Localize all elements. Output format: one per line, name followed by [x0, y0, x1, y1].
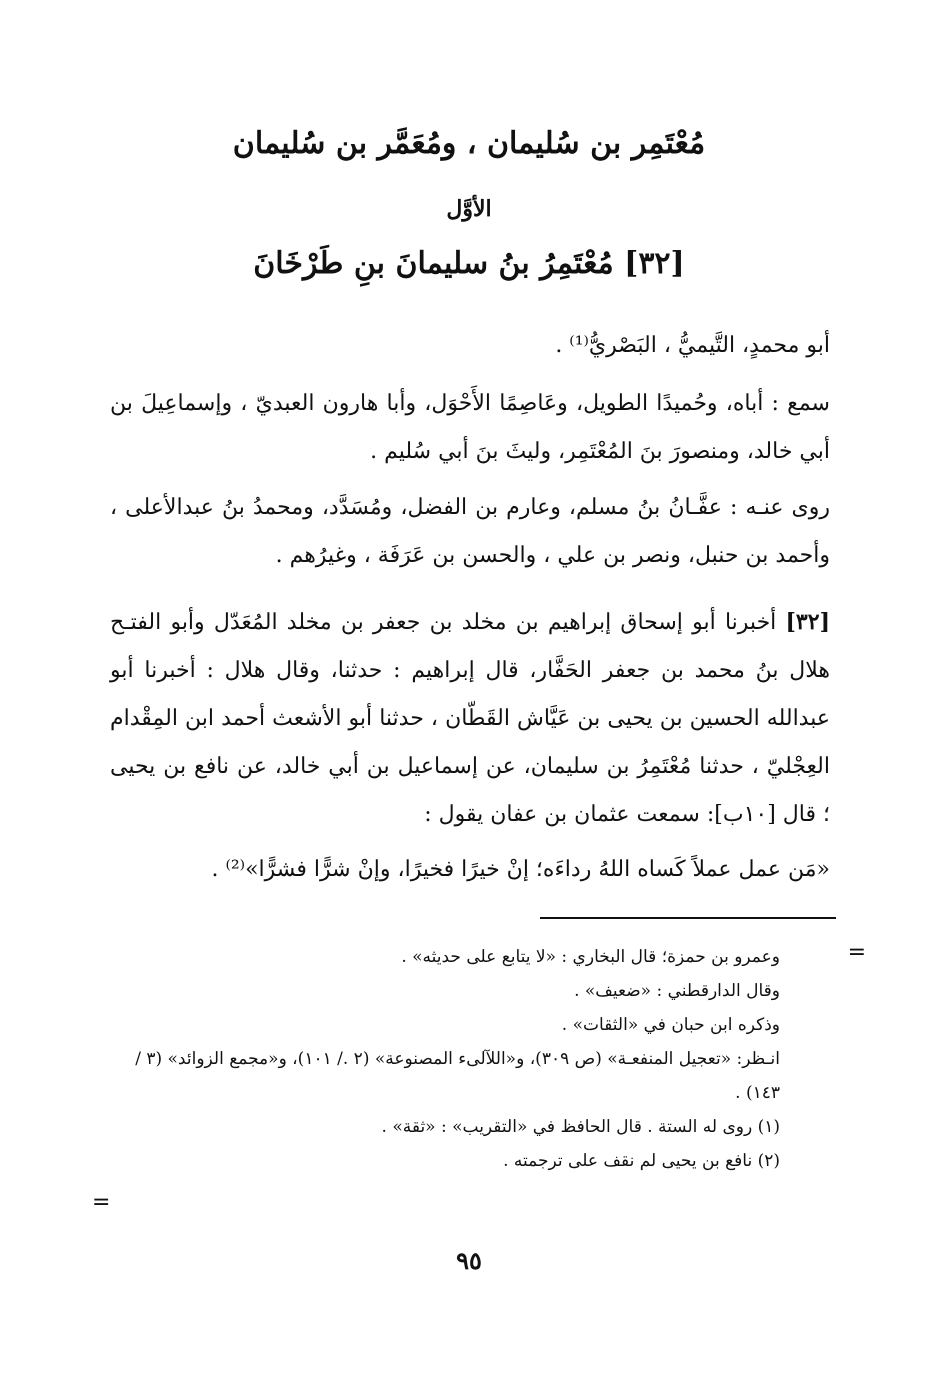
footnote-line: وعمرو بن حمزة؛ قال البخاري : «لا يتابع على حديثه» . — [401, 947, 780, 967]
isnad-text: أخبرنا أبو إسحاق إبراهيم بن مخلد بن جعفر بن مخلد المُعَدّل وأبو الفتـح هلال بنُ محمد بن جعفر الحَفَّار، قال إبراهيم : حدثنا، وقال هلال : أخبرنا أبو عبدالله الحسين بن يحيى بن عَيَّاش القَطّان ، حدثنا أبو الأشعث أحمد ابن المِقْدام العِجْليّ ، حدثنا مُعْتَمِرُ بن سليمان، عن إسماعيل بن أبي خالد، عن نافع بن يحيى ؛ قال [١٠ب]: سمعت عثمان بن عفان يقول : — [110, 610, 830, 827]
page-title: مُعْتَمِر بن سُليمان ، ومُعَمَّر بن سُليمان — [232, 126, 706, 161]
section-subtitle: الأوَّل — [446, 196, 492, 222]
footnote-line: وقال الدارقطني : «ضعيف» . — [574, 981, 780, 1001]
footnote-1: (١) روى له الستة . قال الحافظ في «التقريب» : «ثقة» . — [381, 1117, 780, 1137]
footnote-divider — [540, 917, 836, 919]
isnad-number: [٣٢] — [785, 609, 830, 635]
footnotes — [110, 940, 834, 1178]
footnote-line: وذكره ابن حبان في «الثقات» . — [561, 1015, 780, 1035]
footnote-line: انـظر: «تعجيل المنفعـة» (ص ٣٠٩)، و«اللآلىء المصنوعة» (٢ ./ ١٠١)، و«مجمع الزوائد» (٣ / ١٤٣) . — [135, 1049, 780, 1103]
continuation-mark-top: = — [847, 940, 866, 965]
continuation-mark-bottom: = — [92, 1190, 111, 1215]
isnad-paragraph — [110, 598, 830, 839]
footnote-2: (٢) نافع بن يحيى لم نقف على ترجمته . — [503, 1151, 780, 1171]
page-number: ٩٥ — [456, 1246, 482, 1275]
kunya-line: أبو محمدٍ، التَّيميُّ ، البَصْريُّ⁽¹⁾ . — [555, 333, 830, 358]
entry-heading: [٣٢] مُعْتَمِرُ بنُ سليمانَ بنِ طَرْخَانَ — [253, 246, 685, 281]
hadith-text: «مَن عمل عملاً كَساه اللهُ رداءَه؛ إنْ خيرًا فخيرًا، وإنْ شرًّا فشرًّا»⁽²⁾ . — [211, 857, 830, 882]
teachers-paragraph: سمع : أباه، وحُميدًا الطويل، وعَاصِمًا الأَحْوَل، وأبا هارون العبديّ ، وإسماعِيلَ بن أبي خالد، ومنصورَ بنَ المُعْتَمِر، وليثَ بنَ أبي سُليم . — [110, 391, 830, 464]
students-paragraph: روى عنـه : عفَّـانُ بنُ مسلم، وعارم بن الفضل، ومُسَدَّد، ومحمدُ بنُ عبدالأعلى ، وأحمد بن حنبل، ونصر بن علي ، والحسن بن عَرَفَة ، وغيرُهم . — [110, 495, 831, 568]
